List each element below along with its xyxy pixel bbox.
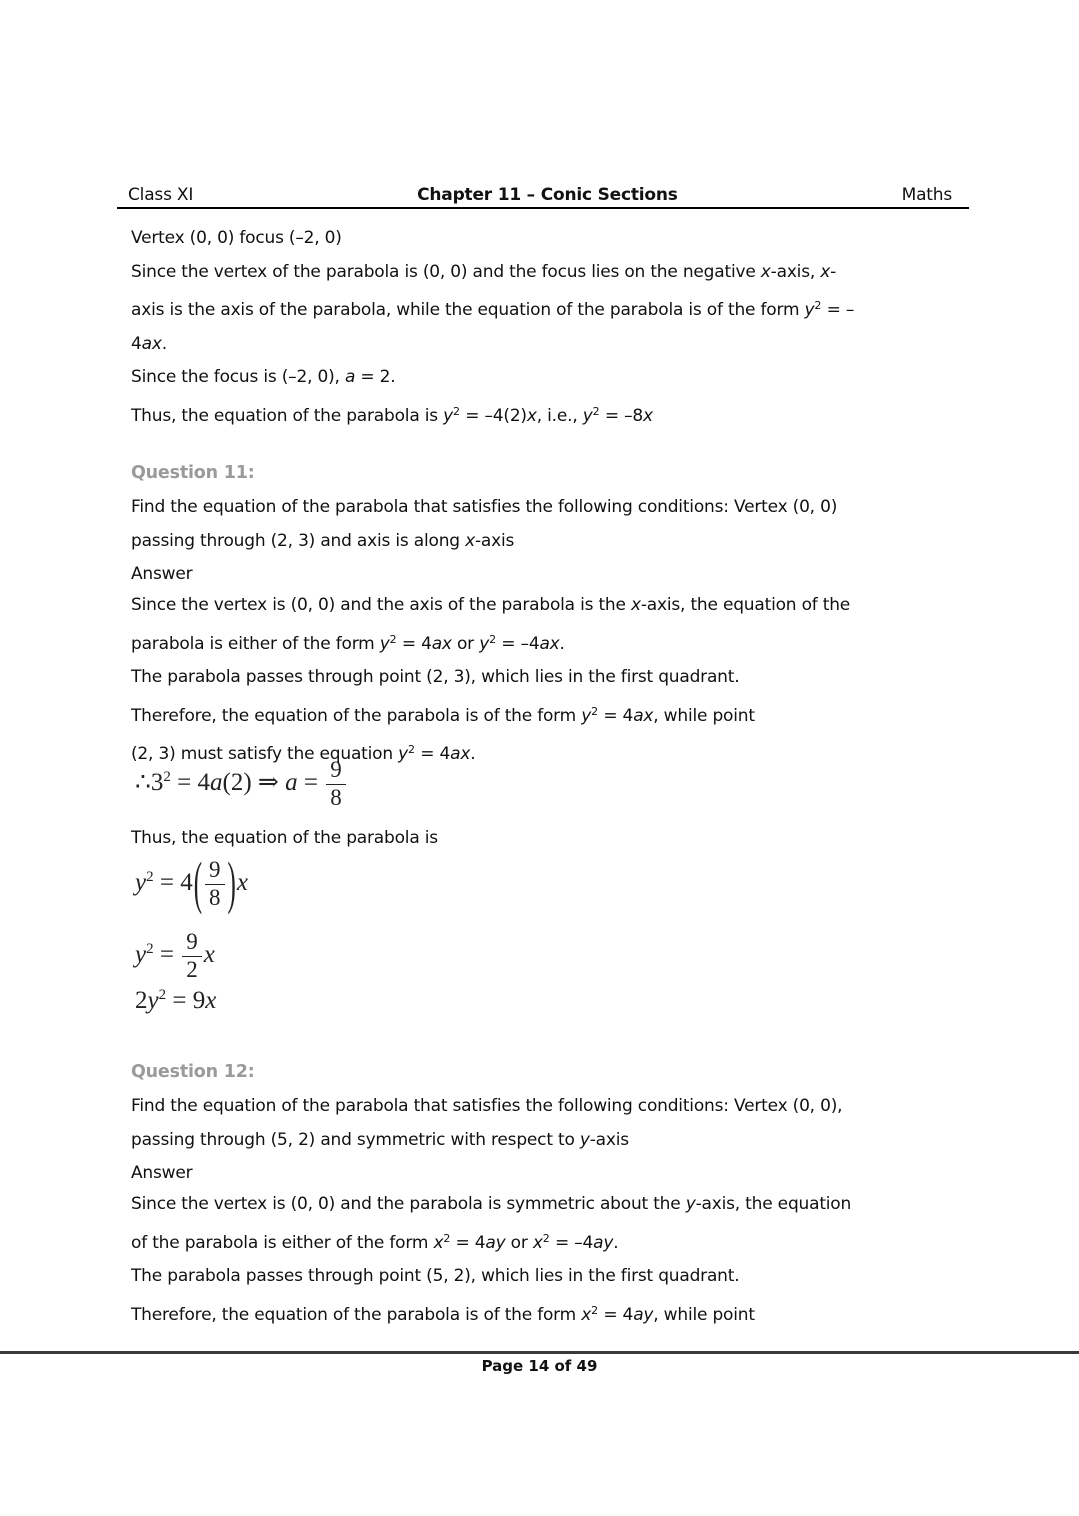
text-line [131, 1222, 851, 1261]
text-segment: axis is the axis of the parabola, while the equation of the parabola is of the form [131, 300, 805, 320]
text-segment: y [398, 744, 409, 764]
text-segment: . [470, 744, 476, 764]
text-segment: x [820, 261, 831, 282]
text-segment: x [532, 1232, 543, 1253]
math-token: = [153, 868, 181, 896]
text-segment: , while point [653, 1304, 755, 1325]
fraction-numerator: 9 [205, 858, 225, 885]
paragraph-q10-answer [131, 222, 854, 433]
text-segment: . [613, 1232, 619, 1253]
question-11-heading: Question 11: [131, 463, 255, 483]
math-token: = [153, 940, 181, 968]
text-segment: = –4 [549, 1232, 594, 1253]
fraction [182, 930, 202, 982]
math-variable: a [210, 768, 223, 796]
math-variable: x [203, 940, 215, 968]
text-line [131, 1188, 851, 1222]
text-line [131, 623, 850, 662]
text-segment: -axis, the equation [695, 1194, 852, 1214]
text-segment: 2 [591, 704, 599, 718]
text-segment: ax [450, 744, 471, 764]
text-segment: -axis [474, 530, 515, 551]
fraction-numerator: 9 [326, 758, 346, 785]
text-line [131, 1260, 851, 1294]
text-segment: 2 [453, 404, 461, 418]
math-token: 9 [192, 987, 206, 1014]
math-variable: x [205, 987, 217, 1014]
math-token: 2 [135, 987, 148, 1014]
fraction-denominator: 8 [209, 885, 221, 911]
paragraph-q12-answer [131, 1188, 851, 1332]
text-segment: x [433, 1232, 444, 1253]
math-token: = [297, 768, 325, 796]
math-token: = [166, 987, 193, 1014]
text-segment: Vertex (0, 0) focus (–2, 0) [131, 228, 342, 248]
text-segment: 2 [489, 632, 497, 646]
page-header [128, 185, 952, 205]
math-variable: y [135, 940, 147, 968]
math-superscript: 2 [146, 940, 154, 957]
answer-label [131, 1157, 842, 1191]
header-subject-label: Maths [901, 185, 952, 205]
paragraph-q11-answer [131, 589, 850, 772]
text-segment: a [344, 367, 356, 387]
header-class-label: Class XI [128, 185, 194, 205]
text-line [131, 1294, 851, 1333]
fraction-denominator: 2 [186, 957, 198, 983]
text-segment: Thus, the equation of the parabola is [131, 405, 444, 426]
text-line [131, 491, 837, 525]
text-segment: Since the vertex is (0, 0) and the axis of the parabola is the [131, 595, 631, 615]
text-segment: or [505, 1232, 533, 1253]
header-chapter-title: Chapter 11 – Conic Sections [417, 185, 678, 205]
math-superscript: 2 [146, 868, 154, 885]
math-superscript: 2 [163, 768, 171, 785]
text-segment: y [479, 633, 490, 654]
text-segment: ay [633, 1304, 654, 1325]
text-segment: ax [633, 705, 654, 726]
text-line [131, 361, 854, 395]
implies-arrow: ⇒ [251, 768, 286, 796]
equation-therefore-a-value [135, 758, 348, 810]
text-segment: = 4 [450, 1232, 486, 1253]
text-segment: y [804, 300, 815, 320]
text-segment: = – [821, 300, 855, 320]
math-token: = 4 [170, 768, 211, 796]
text-segment: x [526, 405, 537, 426]
text-segment: The parabola passes through point (2, 3), which lies in the first quadrant. [131, 667, 740, 687]
text-line [131, 256, 854, 290]
text-segment: or [451, 633, 480, 654]
text-segment: -axis, the equation of the [640, 595, 851, 615]
text-segment: ay [485, 1232, 506, 1253]
text-segment: 2 [814, 299, 822, 312]
right-paren: ) [227, 852, 236, 916]
text-segment: y [443, 405, 454, 426]
fraction [205, 858, 225, 910]
text-segment: passing through (2, 3) and axis is along [131, 530, 466, 551]
text-line [131, 695, 850, 734]
text-segment: x [760, 261, 771, 282]
text-segment: ay [593, 1232, 614, 1253]
text-segment: = 4 [598, 1304, 634, 1325]
text-segment: , i.e., [536, 405, 583, 426]
text-line [131, 589, 850, 623]
text-segment: y [685, 1194, 696, 1214]
paragraph-thus [131, 822, 438, 856]
text-segment: . [559, 633, 565, 654]
text-segment: ax [539, 633, 560, 654]
text-segment: 2 [389, 632, 397, 646]
text-segment: Since the focus is (–2, 0), [131, 367, 345, 387]
text-segment: = 4 [598, 705, 634, 726]
text-segment: 2 [408, 743, 416, 756]
text-line [131, 822, 438, 856]
text-line [131, 1090, 842, 1124]
header-rule [117, 207, 969, 209]
fraction [326, 758, 346, 810]
text-segment: passing through (5, 2) and symmetric with respect to [131, 1129, 580, 1150]
text-line [131, 222, 854, 256]
text-segment: = –8 [599, 405, 644, 426]
text-segment: Thus, the equation of the parabola is [131, 828, 438, 848]
answer-label [131, 558, 837, 592]
text-segment: = –4(2) [460, 405, 527, 426]
text-segment: ax [431, 633, 452, 654]
equation-2y2-9x [135, 988, 216, 1013]
text-segment: x [581, 1304, 592, 1325]
footer-page-number: Page 14 of 49 [481, 1357, 598, 1375]
fraction-denominator: 8 [330, 785, 342, 811]
equation-y2-4-ninth-eighths-x [135, 852, 248, 916]
text-segment: Therefore, the equation of the parabola is of the form [131, 1304, 582, 1325]
text-segment: 2 [443, 1231, 451, 1245]
text-segment: - [830, 261, 837, 282]
text-segment: Since the vertex is (0, 0) and the parabola is symmetric about the [131, 1194, 686, 1214]
text-segment: parabola is either of the form [131, 633, 380, 654]
math-variable: y [135, 868, 147, 896]
text-segment: x [643, 405, 653, 426]
text-line [131, 525, 837, 559]
text-line [131, 328, 854, 362]
text-segment: (2, 3) must satisfy the equation [131, 744, 399, 764]
text-segment: Since the vertex of the parabola is (0, 0) and the focus lies on the negative [131, 261, 761, 282]
text-segment: = 2. [355, 367, 396, 387]
fraction-numerator: 9 [182, 930, 202, 957]
paragraph-q12-statement [131, 1090, 842, 1191]
text-segment: = 4 [415, 744, 451, 764]
footer-rule [0, 1351, 1079, 1354]
text-line [131, 289, 854, 328]
text-segment: of the parabola is either of the form [131, 1232, 434, 1253]
text-segment: Answer [131, 1163, 193, 1183]
question-12-heading: Question 12: [131, 1062, 255, 1082]
math-variable: y [147, 987, 159, 1014]
text-segment: y [581, 705, 592, 726]
text-segment: y [582, 405, 593, 426]
text-segment: Find the equation of the parabola that satisfies the following conditions: Vertex (0, 0), [131, 1096, 843, 1116]
text-segment: . [161, 333, 167, 354]
text-segment: = –4 [496, 633, 540, 654]
math-token: 3 [150, 768, 164, 796]
text-segment: 2 [592, 404, 600, 418]
text-segment: x [465, 530, 475, 551]
math-variable: a [285, 768, 298, 796]
text-segment: The parabola passes through point (5, 2), which lies in the first quadrant. [131, 1266, 740, 1286]
math-token: (2) [222, 768, 252, 796]
math-superscript: 2 [158, 987, 167, 1003]
math-variable: x [236, 868, 248, 896]
text-segment: -axis, [770, 261, 821, 282]
text-segment: 2 [542, 1231, 550, 1245]
therefore-symbol: ∴ [135, 768, 151, 796]
text-line [131, 395, 854, 434]
text-line [131, 661, 850, 695]
paragraph-q11-statement [131, 491, 837, 592]
text-segment: Therefore, the equation of the parabola is of the form [131, 705, 582, 726]
equation-y2-nine-halves-x [135, 930, 215, 982]
left-paren: ( [193, 852, 203, 916]
text-segment: x [630, 595, 641, 615]
text-segment: 4 [131, 333, 142, 354]
text-segment: = 4 [396, 633, 432, 654]
math-token: 4 [180, 868, 193, 896]
text-segment: ax [141, 333, 162, 354]
text-segment: 2 [591, 1303, 599, 1317]
text-segment: -axis [589, 1129, 629, 1150]
text-segment: y [579, 1129, 590, 1150]
text-segment: Find the equation of the parabola that satisfies the following conditions: Vertex (0, 0) [131, 497, 838, 517]
text-line [131, 1124, 842, 1158]
text-segment: y [379, 633, 390, 654]
text-segment: Answer [131, 564, 193, 584]
text-segment: , while point [653, 705, 755, 726]
